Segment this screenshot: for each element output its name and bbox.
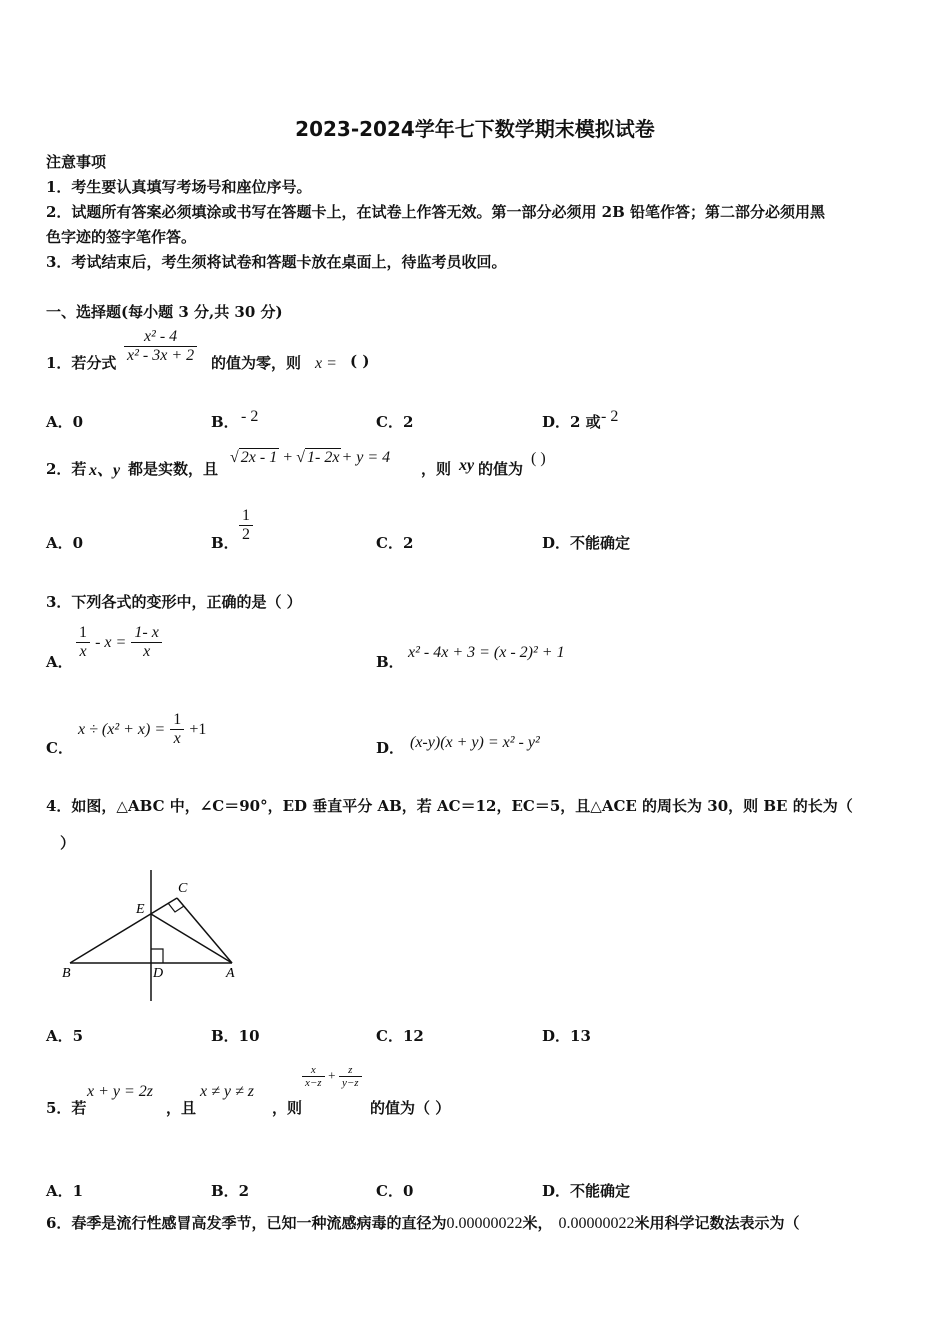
side-bc bbox=[70, 898, 177, 963]
q1-numerator: x² - 4 bbox=[143, 328, 178, 345]
section-heading: 一、选择题(每小题 3 分,共 30 分) bbox=[46, 303, 283, 321]
q2-option-c[interactable]: C．2 bbox=[376, 534, 414, 552]
q3-option-c-expr bbox=[78, 711, 206, 748]
q4-option-d[interactable]: D．13 bbox=[542, 1027, 591, 1045]
label-e: E bbox=[136, 902, 145, 917]
q3-option-a[interactable]: A． bbox=[46, 653, 73, 671]
side-ca bbox=[177, 898, 232, 963]
q3-a-rden: x bbox=[131, 642, 161, 661]
q1-option-b-value: - 2 bbox=[241, 408, 259, 425]
q1-fraction bbox=[124, 328, 197, 365]
q5-mid: ，且 bbox=[166, 1099, 197, 1117]
q2-option-b-fraction bbox=[239, 507, 253, 544]
q5-option-d[interactable]: D．不能确定 bbox=[542, 1182, 631, 1200]
q3-option-d[interactable]: D． bbox=[376, 739, 405, 757]
q3-option-b-expr: x² - 4x + 3 = (x - 2)² + 1 bbox=[408, 644, 565, 661]
q2-vars: x、y bbox=[89, 462, 121, 479]
q2-prefix: 2．若 bbox=[46, 460, 87, 478]
q1-paren: ( ) bbox=[350, 352, 370, 370]
q5-option-c[interactable]: C．0 bbox=[376, 1182, 414, 1200]
q3-option-c[interactable]: C． bbox=[46, 739, 73, 757]
q5-suffix: 的值为（ ） bbox=[370, 1099, 451, 1117]
q3-c-left: x ÷ (x² + x) = bbox=[78, 721, 166, 738]
q3-a-den: x bbox=[76, 642, 90, 661]
q5-f2-den: y−z bbox=[339, 1076, 362, 1089]
q5-expression bbox=[302, 1064, 362, 1089]
q2-option-d[interactable]: D．不能确定 bbox=[542, 534, 631, 552]
q1-prefix: 1．若分式 bbox=[46, 354, 117, 372]
q5-condition-2: x ≠ y ≠ z bbox=[200, 1083, 254, 1100]
q2-sqrt-b: 1- 2x bbox=[307, 449, 340, 466]
q2-option-b-num: 1 bbox=[242, 507, 250, 524]
q6-value-1: 0.00000022 bbox=[446, 1215, 523, 1232]
q1-denominator: x² - 3x + 2 bbox=[124, 346, 197, 365]
q1-option-b[interactable]: B． bbox=[211, 413, 239, 431]
label-c: C bbox=[178, 881, 188, 896]
notes-heading: 注意事项 bbox=[46, 153, 107, 171]
q1-option-d[interactable]: D．2 或 bbox=[542, 413, 601, 431]
q5-plus: + bbox=[328, 1067, 336, 1083]
q1-suffix: 的值为零，则 bbox=[211, 354, 302, 372]
q5-f1-den: x−z bbox=[302, 1076, 325, 1089]
q3-c-num: 1 bbox=[173, 711, 182, 728]
q6-suffix: 米用科学记数法表示为（ bbox=[634, 1214, 800, 1232]
q3-stem: 3．下列各式的变形中，正确的是（ ） bbox=[46, 593, 302, 611]
q5-f2-num: z bbox=[348, 1064, 353, 1076]
page-title: 2023-2024学年七下数学期末模拟试卷 bbox=[295, 117, 655, 141]
q4-option-b[interactable]: B．10 bbox=[211, 1027, 260, 1045]
q2-equation: √ 2x - 1 + √ 1- 2x + y = 4 bbox=[230, 449, 391, 466]
q4-option-c[interactable]: C．12 bbox=[376, 1027, 424, 1045]
label-b: B bbox=[62, 966, 71, 981]
q3-a-rnum: 1- x bbox=[134, 624, 159, 641]
q2-suffix-b: 的值为 bbox=[478, 460, 524, 478]
q6-value-2: 0.00000022 bbox=[558, 1215, 635, 1232]
q3-option-b[interactable]: B． bbox=[376, 653, 404, 671]
label-a: A bbox=[226, 966, 235, 981]
q2-option-b-den: 2 bbox=[239, 525, 253, 544]
right-angle-d bbox=[151, 949, 163, 963]
note-item: 2．试题所有答案必须填涂或书写在答题卡上，在试卷上作答无效。第一部分必须用 2B 铅笔作答；第二部分必须用黑 bbox=[46, 203, 826, 221]
q1-option-c[interactable]: C．2 bbox=[376, 413, 414, 431]
q5-prefix: 5．若 bbox=[46, 1099, 87, 1117]
q2-sqrt-a: 2x - 1 bbox=[240, 449, 278, 466]
q5-condition-1: x + y = 2z bbox=[87, 1083, 154, 1100]
note-item: 3．考试结束后，考生须将试卷和答题卡放在桌面上，待监考员收回。 bbox=[46, 253, 507, 271]
q2-xy: xy bbox=[459, 457, 475, 474]
q2-eq-tail: + y = 4 bbox=[341, 449, 391, 466]
q3-a-num: 1 bbox=[79, 624, 87, 641]
q3-a-mid: - x = bbox=[95, 634, 127, 651]
q1-x-equals: x = bbox=[315, 355, 337, 372]
q5-f1-num: x bbox=[310, 1064, 316, 1076]
q4-stem-close: ） bbox=[60, 834, 76, 852]
q2-paren: ( ) bbox=[531, 450, 546, 467]
note-item: 色字迹的签字笔作答。 bbox=[46, 228, 197, 246]
q5-then: ，则 bbox=[272, 1099, 303, 1117]
q4-option-a[interactable]: A．5 bbox=[46, 1027, 84, 1045]
q6-prefix: 6．春季是流行性感冒高发季节，已知一种流感病毒的直径为 bbox=[46, 1214, 447, 1232]
q1-option-a[interactable]: A．0 bbox=[46, 413, 84, 431]
q3-option-a-expr bbox=[76, 624, 162, 661]
q3-option-d-expr: (x-y)(x + y) = x² - y² bbox=[410, 734, 540, 751]
q1-option-d-value: - 2 bbox=[601, 408, 619, 425]
q5-option-a[interactable]: A．1 bbox=[46, 1182, 84, 1200]
label-d: D bbox=[153, 966, 164, 981]
q2-mid: 都是实数，且 bbox=[128, 460, 219, 478]
q6-stem bbox=[46, 1212, 799, 1233]
q6-mid: 米， bbox=[522, 1214, 553, 1232]
q3-c-den: x bbox=[170, 729, 184, 748]
q2-suffix-a: ，则 bbox=[421, 460, 452, 478]
q2-option-b[interactable]: B． bbox=[211, 534, 239, 552]
q2-option-a[interactable]: A．0 bbox=[46, 534, 84, 552]
q4-triangle-figure bbox=[60, 865, 250, 1005]
q5-option-b[interactable]: B．2 bbox=[211, 1182, 250, 1200]
note-item: 1．考生要认真填写考场号和座位序号。 bbox=[46, 178, 312, 196]
q3-c-right: +1 bbox=[189, 721, 207, 738]
q4-stem: 4．如图，△ABC 中，∠C＝90°，ED 垂直平分 AB，若 AC＝12，EC＝5，且△ACE 的周长为 30，则 BE 的长为（ bbox=[46, 797, 853, 815]
